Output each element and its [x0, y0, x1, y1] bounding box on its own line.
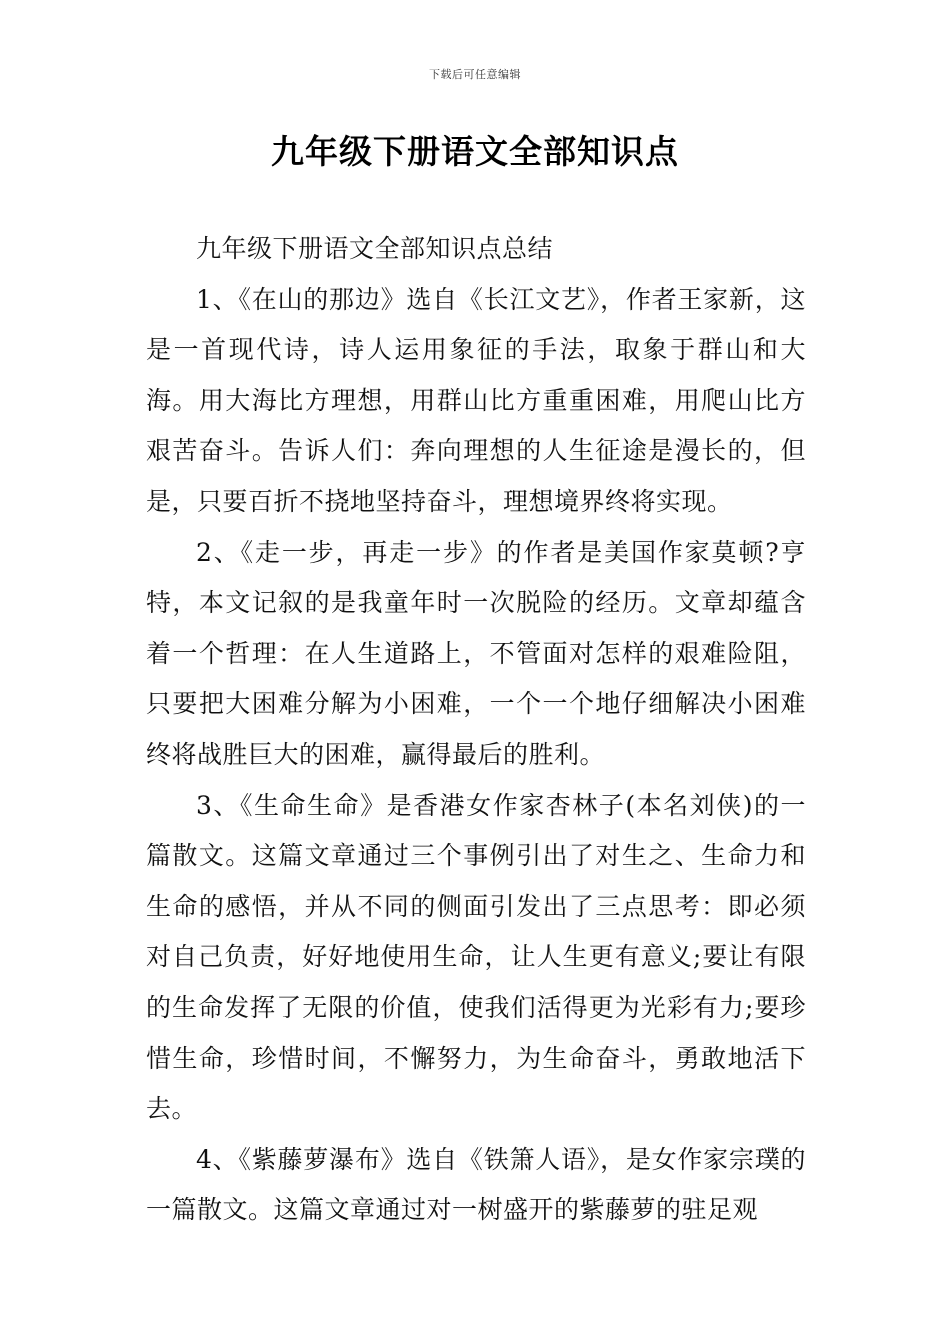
body-paragraph-3: 3、《生命生命》是香港女作家杏林子(本名刘侠)的一篇散文。这篇文章通过三个事例引出了对生之、生命力和生命的感悟，并从不同的侧面引发出了三点思考：即必须对自己负责，好好地使用生命，让人生更有意义;要让有限的生命发挥了无限的价值，使我们活得更为光彩有力;要珍惜生命，珍惜时间，不懈努力，为生命奋斗，勇敢地活下去。: [146, 790, 806, 1124]
body-paragraph-2: 2、《走一步，再走一步》的作者是美国作家莫顿?亨特，本文记叙的是我童年时一次脱险的经历。文章却蕴含着一个哲理：在人生道路上，不管面对怎样的艰难险阻，只要把大困难分解为小困难，一个一个地仔细解决小困难终将战胜巨大的困难，赢得最后的胜利。: [146, 537, 806, 769]
document-title: 九年级下册语文全部知识点: [271, 132, 679, 171]
body-paragraph-1: 1、《在山的那边》选自《长江文艺》，作者王家新，这是一首现代诗，诗人运用象征的手法，取象于群山和大海。用大海比方理想，用群山比方重重困难，用爬山比方艰苦奋斗。告诉人们：奔向理想的人生征途是漫长的，但是，只要百折不挠地坚持奋斗，理想境界终将实现。: [146, 284, 806, 516]
body-paragraph-summary: 九年级下册语文全部知识点总结: [196, 234, 554, 263]
body-paragraph-4: 4、《紫藤萝瀑布》选自《铁箫人语》，是女作家宗璞的一篇散文。这篇文章通过对一树盛开的紫藤萝的驻足观: [146, 1144, 806, 1225]
document-body: [146, 224, 806, 1236]
header-note: 下载后可任意编辑: [429, 68, 521, 81]
